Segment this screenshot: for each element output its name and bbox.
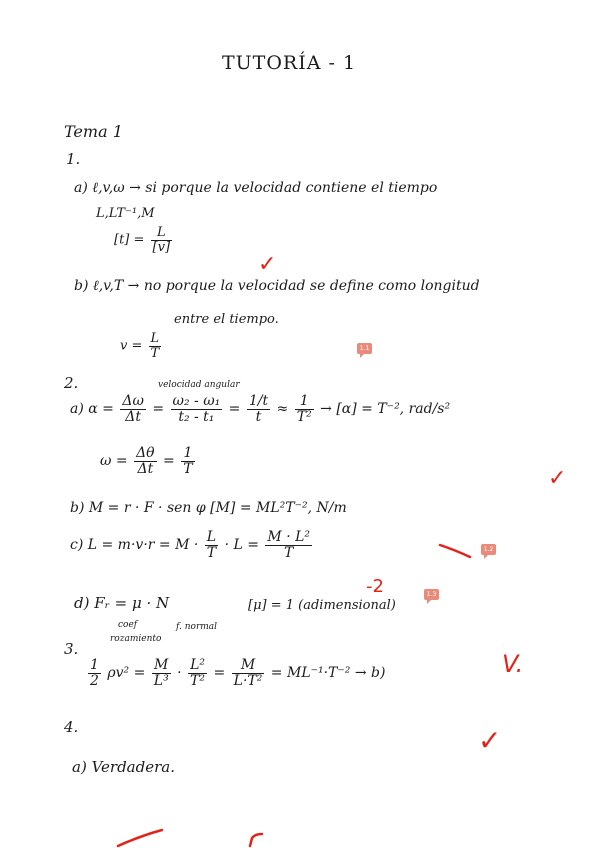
- question-1b-continuation: entre el tiempo.: [174, 312, 279, 327]
- frac-num: M: [232, 658, 265, 674]
- question-1b-eq-left: v =: [120, 338, 143, 354]
- frac-den: Δt: [125, 408, 141, 425]
- frac-num: Δθ: [136, 445, 155, 461]
- frac-num: L: [205, 530, 218, 546]
- page-title: TUTORÍA - 1: [222, 52, 357, 74]
- question-1a-eq-left: [t] =: [114, 232, 145, 248]
- question-1b-text: b) ℓ,v,T → no porque la velocidad se define como longitud: [74, 278, 480, 294]
- question-1a-dims: L,LT⁻¹,M: [96, 206, 155, 221]
- frac-den: T: [183, 460, 193, 477]
- frac-num: ω₂ - ω₁: [172, 393, 221, 409]
- question-2d-note-coef: coef: [118, 620, 138, 630]
- red-stroke-2c: [440, 545, 470, 557]
- frac-num: 1: [295, 394, 314, 410]
- question-2c-lhs: c) L = m·v·r = M ·: [70, 537, 199, 554]
- question-3-result: = ML⁻¹·T⁻² → b): [270, 665, 386, 682]
- frac-den: L·T²: [233, 672, 263, 689]
- section-heading: Tema 1: [64, 122, 123, 141]
- question-2a-lhs: a) α =: [70, 401, 114, 418]
- comment-badge-1-1[interactable]: 1.1: [357, 343, 372, 354]
- frac-num: M · L²: [267, 529, 311, 545]
- question-2d-note-rozamiento: rozamiento: [110, 634, 162, 644]
- question-2-omega-line: ω = $\frac{\Delta\theta}{\Delta t}$ = $\frac{1}{T}$: [100, 445, 193, 477]
- check-mark-3: V.: [502, 650, 524, 678]
- frac-den: T: [150, 345, 160, 361]
- question-2-note: velocidad angular: [158, 380, 240, 390]
- frac-den: Δt: [137, 460, 154, 477]
- comment-badge-1-3[interactable]: 1.3: [424, 589, 439, 600]
- question-2a-result: → [α] = T⁻², rad/s²: [320, 401, 451, 418]
- frac-num: 1: [90, 657, 99, 673]
- frac-num: L²: [188, 658, 207, 674]
- question-4a-text: a) Verdadera.: [72, 758, 175, 776]
- frac-den: [v]: [152, 239, 171, 255]
- question-3-lhs-rest: ρv² =: [107, 665, 146, 682]
- frac-den: t₂ - t₁: [178, 408, 215, 425]
- frac-num: 1: [181, 446, 194, 462]
- frac-den: L³: [153, 672, 169, 689]
- frac-den: T²: [296, 408, 312, 425]
- question-1-number: 1.: [66, 150, 81, 168]
- question-2b-text: b) M = r · F · sen φ [M] = ML²T⁻², N/m: [70, 500, 347, 516]
- question-3-number: 3.: [64, 640, 79, 658]
- question-2a-line: a) α = $\frac{\Delta\omega}{\Delta t}$ = $\frac{\text{ω₂ - ω₁}}{\text{t₂ - t₁}}$ = $\frac{1/t}{t}$ ≈ $\frac{1}{\text{T²}}$ → [α] = T⁻², rad/s²: [70, 393, 451, 425]
- frac-den: T²: [190, 672, 205, 689]
- minus-two-annotation: -2: [366, 576, 384, 597]
- frac-den: t: [255, 408, 262, 425]
- question-2d-result: [μ] = 1 (adimensional): [248, 598, 396, 613]
- check-mark-1: ✓: [258, 252, 277, 277]
- frac-den: T: [284, 544, 294, 561]
- check-mark-2: ✓: [548, 466, 567, 491]
- comment-badge-1-2[interactable]: 1.2: [481, 544, 496, 555]
- question-2c-mid: · L =: [224, 537, 259, 554]
- question-2-omega-lhs: ω =: [100, 453, 128, 470]
- question-2d-note-normal: f. normal: [176, 622, 218, 632]
- frac-den: T: [206, 544, 217, 561]
- frac-num: Δω: [122, 393, 144, 409]
- frac-num: M: [152, 658, 171, 674]
- question-4-number: 4.: [64, 718, 79, 736]
- question-3-line: $\frac{1}{2}$ ρv² = $\frac{M}{\text{L³}}$ · $\frac{\text{L²}}{\text{T²}}$ = $\frac{M}{\text{L·T²}}$ = ML⁻¹·T⁻² → b): [90, 657, 386, 689]
- red-stroke-bottom-2: [250, 834, 262, 846]
- frac-den: 2: [90, 672, 99, 689]
- question-2-number: 2.: [64, 374, 79, 392]
- frac-num: 1/t: [248, 393, 269, 409]
- check-mark-4: ✓: [478, 724, 502, 757]
- frac-num: L: [149, 332, 162, 347]
- frac-num: L: [151, 226, 173, 241]
- question-1a-text: a) ℓ,v,ω → si porque la velocidad contiene el tiempo: [74, 180, 438, 196]
- red-stroke-bottom-1: [118, 830, 162, 846]
- question-2d-text: d) Fᵣ = μ · N: [74, 594, 170, 612]
